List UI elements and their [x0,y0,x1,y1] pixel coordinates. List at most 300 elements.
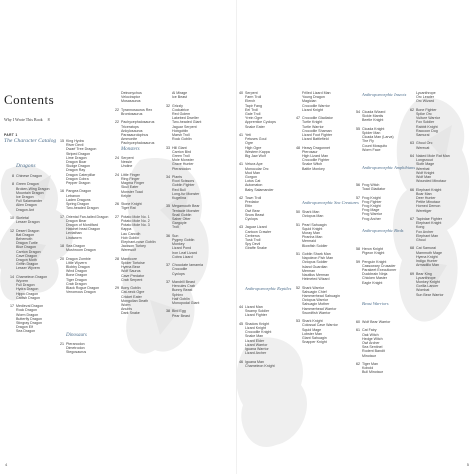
toc-entry-title: Crocodile Fighter [302,158,330,163]
toc-entry[interactable] [350,217,381,221]
toc-entry-title: Bone Fighter [416,107,437,112]
toc-entry-title: Farm Troll [245,95,262,100]
toc-entry-title: Crocodile Knight [245,330,272,335]
toc-entry-title: Lycanthrope [416,275,436,280]
toc-entry-title: Boar Man [416,191,432,196]
toc-entry-title: River Devil [66,143,84,148]
toc-entry-title: Skull Eater [121,185,139,190]
toc-entry-title: Ankylosaurus [121,128,143,133]
toc-entry[interactable] [350,118,383,122]
toc-entry-title: Lizard Elder [245,338,265,343]
toc-entry-title: Sahuagin Mother [302,302,330,307]
toc-entry-title: Swamp Soldier [245,309,270,314]
toc-entry-page: 41 [239,162,243,167]
toc-entry-title: Two-headed Dragon [66,206,99,211]
toc-entry-title: Two-headed Giant [172,120,202,125]
toc-entry-title: Goblin Shark Man [302,252,331,256]
toc-entry[interactable] [4,296,40,300]
toc-entry[interactable] [290,137,329,141]
toc-entry-title: Nessie [121,160,132,165]
toc-entry-title: Elephant Man [416,233,439,238]
toc-entry-title: Piranha Man [302,235,323,240]
toc-entry-title: Mosasaurus [121,99,141,104]
toc-entry[interactable] [4,220,40,224]
toc-entry-page: 61 [356,328,360,333]
toc-entry-page: 54 [356,110,360,114]
toc-entry-title: Kappa [121,227,132,232]
toc-entry-title: Naked Mole Rat Man [416,154,450,158]
section-heading: Anthropomorphic Insects [362,92,407,97]
toc-entry-title: Bat Dragon [16,232,35,237]
toc-entry[interactable] [109,164,132,168]
toc-entry-title: Serpent [121,156,134,160]
toc-entry-title: Sloth Mage [416,162,435,167]
toc-entry-title: Catfish Dragon [16,295,40,300]
toc-entry-title: Root Scissors [172,179,195,184]
toc-entry-title: Heavy Dragonnet [302,145,330,150]
toc-entry-title: Armadillo Man [416,263,439,268]
toc-entry[interactable] [54,350,86,354]
toc-entry-title: Kugelina [172,196,186,200]
toc-entry-title: Crab Dragon [66,281,87,286]
toc-entry-title: Bear King [416,271,432,276]
toc-entry-title: Spider Tortoise [121,261,145,265]
toc-entry-title: Spy Devil [245,242,261,247]
toc-entry-title: Mountain Dragon [16,190,44,195]
toc-entry-title: Sahuagin Chief [302,289,327,294]
toc-entry-title: Wolf Bear Warrior [362,320,391,324]
toc-entry[interactable] [109,206,136,210]
toc-entry[interactable] [54,181,90,185]
intro-entry[interactable] [4,117,50,122]
toc-entry[interactable] [404,263,439,267]
toc-entry-title: Hercules Crab [172,284,195,289]
toc-entry-title: Dragon Boar [66,160,87,164]
toc-entry[interactable] [160,301,199,305]
toc-entry-title: Wounded Minotaur [416,179,447,184]
toc-entry-title: Ghoul Orc [416,141,433,146]
toc-entry-title: Lizard Archer [245,351,267,356]
toc-entry-page: 57 [356,195,360,200]
toc-entry-title: Dragon Ray [66,168,86,173]
contents-title: Contents [4,92,55,107]
toc-entry-page: 58 [356,247,360,251]
toc-entry-title: Wolf Man [416,175,432,179]
toc-entry-title: Deinonychus [121,91,142,95]
toc-entry-title: Shark Warrior [302,285,325,290]
toc-entry-title: Pangea Dragon [66,189,92,194]
toc-entry-title: Napoleon Fish Man [302,256,334,261]
toc-entry-title: Worm Face [362,147,381,152]
toc-entry-title: Apprentice Cyclops [245,120,276,125]
toc-entry-page: 24 [115,172,119,177]
toc-entry-title: Chameleon Knight [245,363,275,368]
toc-entry-title: Bull Minotaur [362,370,383,375]
toc-entry-title: Turtle Warrior [302,124,324,129]
toc-entry-title: Alien Dragon [16,203,37,208]
toc-entry-title: Mongolian Death [121,298,149,303]
toc-entry[interactable] [350,354,376,358]
toc-entry[interactable] [350,281,382,285]
toc-entry-title: Helmeted Wizard [302,277,330,282]
toc-entry-page: 42 [239,196,243,200]
toc-entry-page: 32 [166,103,170,108]
toc-entry[interactable] [404,238,426,242]
toc-entry-title: Iron Leaf Lizard [172,250,197,255]
toc-entry-title: Octopus Man [302,214,324,219]
toc-entry-page: 35 [166,204,170,209]
toc-entry-title: Black Rogue Dragon [66,286,100,290]
toc-entry[interactable] [404,99,434,103]
toc-entry-title: Pachycephalosaurus [121,141,155,146]
toc-entry-title: Triceratops [121,124,139,129]
toc-entry-title: Monster Toad [121,189,143,194]
toc-entry-title: Desert Dragon [16,228,40,233]
toc-entry-title: Monkey Knight [416,280,440,284]
toc-entry[interactable] [233,154,266,158]
toc-entry-title: Hob Goblin [121,235,139,240]
toc-entry-title: Blue Dragon [16,245,36,250]
toc-entry-title: Skeletal [16,216,29,220]
toc-entry-page: 50 [296,210,300,214]
toc-entry-title: Ettin [245,204,253,209]
toc-entry-title: Butterfly Dragon [16,316,42,321]
toc-entry-title: Cicada Wizard [362,110,386,114]
toc-entry[interactable] [109,278,142,282]
toc-entry-title: Sludge Dragon [66,164,90,169]
toc-entry-title: Crab Serpent [121,277,143,282]
toc-entry-page: 22 [115,120,119,125]
toc-entry-title: Owl Bear [245,208,260,213]
toc-entry-title: Sun [172,233,179,238]
toc-entry-page: 33 [166,145,170,150]
toc-entry-page: 12 [10,228,14,233]
toc-entry-title: Indigo Hunter [416,259,438,263]
toc-entry-title: Shark Knight [302,319,323,324]
toc-entry-title: Cat-neck Ogre [121,290,145,295]
toc-entry[interactable] [290,244,328,248]
toc-entry-title: Stone Knight [121,202,142,207]
toc-entry-title: Full Dragon [16,283,35,288]
toc-entry-title: Ammonite [121,137,138,142]
toc-entry[interactable] [109,248,136,252]
toc-entry[interactable] [160,95,187,99]
toc-entry-title: Frog Fighter [362,199,382,204]
toc-entry-title: Snake Man [245,334,264,339]
section-heading: Beast Warriors [362,301,389,306]
toc-entry-title: Magma Finger [121,181,145,186]
toc-entry-title: Brontosaurus [121,112,143,116]
toc-entry-page: 14 [10,274,14,279]
toc-entry-title: High Ogre [245,145,262,150]
toc-entry-title: Red Golem [172,112,191,116]
toc-entry[interactable] [233,364,275,368]
part-label: PART 1 [4,133,18,137]
toc-entry-title: Spring Dragon [66,202,90,206]
toc-entry[interactable] [233,217,258,221]
toc-entry-title: Potato Mole No. 1 [121,214,150,219]
toc-entry-title: Mushroom Dragon [66,248,96,253]
toc-entry-title: Mantícore [121,256,137,261]
toc-entry-title: Chinese Dragon [16,174,42,178]
toc-entry-title: Parakeet Executioner [362,268,397,272]
toc-entry-title: Fox Soldier [416,120,435,125]
toc-entry-page: 62 [410,107,414,112]
toc-entry[interactable] [160,272,185,276]
toc-entry[interactable] [4,174,42,178]
toc-entry-title: Oriental Fan-tailed Dragon [66,214,109,219]
toc-entry-title: Grave Hunter [172,162,194,167]
section-heading: Anthropomorphic Birds [362,228,404,233]
toc-entry-title: Horned Demon [416,204,441,209]
toc-entry-title: Dragon of Mordifard [66,223,98,227]
toc-entry[interactable] [54,290,96,294]
toc-entry[interactable] [54,248,96,252]
toc-entry-title: Young Dragon [302,95,325,100]
toc-entry[interactable] [233,188,274,192]
toc-entry-page: 53 [296,319,300,324]
toc-entry-title: Undine [121,164,133,169]
toc-entry-page: 69 [410,271,414,276]
toc-entry[interactable] [290,340,327,344]
toc-entry-title: Baby Salamander [245,187,274,192]
toc-entry-title: Bone Dragon [66,273,88,278]
toc-entry-title: Vetura Ape [245,162,263,167]
toc-entry-title: Bony Goblin [121,286,141,291]
toc-entry-title: Oak Witch [362,332,379,337]
toc-entry-title: Hippo Dragon [16,291,39,296]
toc-entry-page: 24 [115,156,119,160]
toc-entry-title: Snake Witch [302,162,323,167]
toc-entry-title: Squid Knight [302,226,323,231]
toc-entry[interactable] [160,255,193,259]
toc-entry[interactable] [290,277,330,281]
toc-entry-title: Frog Knight [362,195,381,200]
toc-entry-title: Dragon Cobra [66,176,89,181]
toc-entry-title: Laden Dragons [66,197,91,202]
toc-entry-title: Pygmy Goblin [172,238,195,242]
toc-entry-title: Spider Man [362,131,381,135]
toc-entry-title: Lobster Man [302,331,322,336]
toc-entry[interactable] [109,99,141,103]
toc-entry-title: Owl Archer [362,341,380,345]
toc-entry[interactable] [54,236,82,240]
toc-entry-title: Cat Fairy [362,328,377,333]
toc-entry-page: 62 [356,362,360,366]
toc-entry[interactable] [4,208,34,212]
toc-entry-title: Anubis [121,307,132,312]
toc-entry-title: Plants [172,175,182,179]
toc-entry-title: Werebat [416,166,430,171]
toc-entry[interactable] [109,112,142,116]
toc-entry[interactable] [290,311,330,315]
toc-entry-title: Green Dragon [16,182,39,187]
toc-entry[interactable] [109,141,154,145]
toc-entry-title: Spike Orc [416,112,432,116]
toc-entry-page: 37 [166,280,170,284]
toc-entry-title: Cricket Eater [121,294,142,299]
toc-entry-page: 63 [410,141,414,146]
toc-entry-title: Griffin Dragon [16,262,39,267]
toc-entry-title: Chocolate Iamamia [172,263,203,268]
toc-entry[interactable] [404,133,429,137]
toc-entry[interactable] [290,167,325,171]
toc-entry-title: Eagle Knight [362,280,383,285]
toc-entry[interactable] [350,370,383,374]
toc-entry-title: Goblin Fighter [172,183,195,188]
toc-entry[interactable] [233,246,267,250]
toc-entry-title: Cassowary Crusader [362,263,396,268]
toc-entry-title: Ghoul [416,238,426,242]
toc-entry-title: Monopodal Giant [172,301,200,305]
toc-entry-title: Monocular Orc [245,166,269,171]
toc-entry-title: Mandrill Beast [172,280,195,284]
toc-entry-title: Lizard Man [245,305,263,309]
toc-entry-page: 27 [115,214,119,219]
toc-entry-title: Pachycephalosaurus [121,120,155,125]
toc-entry-title: Cerberus [245,233,260,238]
toc-entry-title: Rabbit Knight [416,124,438,129]
toc-entry-title: Lesser Dragon [16,220,40,225]
toc-entry-title: Half Goblin [172,296,190,301]
toc-entry-title: Raccoon Dog [416,128,438,133]
toc-entry-title: Mermaid [302,239,316,244]
toc-entry-title: Ice Dragon [16,195,34,199]
toc-entry-page: 55 [356,126,360,131]
toc-entry-title: Ogre [245,141,253,146]
toc-entry[interactable] [109,194,131,198]
toc-entry-title: Kelpie [121,193,131,198]
toc-entry-title: Deer Hunter [416,196,436,200]
toc-entry-title: Cyclops [172,271,185,276]
toc-entry-title: Lizard Warrior [245,342,268,347]
toc-entry-page: 37 [166,263,170,268]
toc-entry-title: Dragon Turtle [16,241,38,246]
intro-label: Why I Wrote This Book [4,117,43,122]
toc-entry-title: Samurai [416,133,430,137]
section-heading: Anthropomorphic Reptiles [245,286,292,291]
toc-entry-title: Lotus Cat [245,179,261,184]
toc-entry[interactable] [233,313,267,317]
toc-entry[interactable] [350,320,390,324]
toc-entry-title: Hyena Knight [416,254,438,259]
toc-entry-title: Potato Mole No. 2 [121,219,150,223]
toc-entry-title: Battle Monkey [302,166,325,171]
toc-entry[interactable] [404,146,429,150]
toc-entry-title: Long-fur Monster [172,191,200,196]
toc-entry[interactable] [109,311,140,315]
intro-page: 8 [47,117,50,122]
toc-entry-title: Weretiger [416,208,432,213]
toc-entry[interactable] [160,225,179,229]
toc-entry-title: Fetuses Goul [245,137,267,142]
toc-entry-page: 60 [356,320,360,324]
toc-entry-title: Town Troll [245,196,262,200]
part-heading: The Character Catalog [4,138,57,144]
toc-entry-title: Elephant-nose Goblin [121,240,156,244]
toc-entry-title: Crocodile Shaman [302,128,332,133]
toc-entry-title: Tiger Dragon [66,277,87,282]
toc-entry-title: Frog Archer [362,216,381,221]
toc-entry-title: Crocodile Gladiator [302,116,333,121]
toc-entry-page: 15 [60,139,64,143]
toc-entry[interactable] [160,314,190,318]
toc-entry-title: Yeti [245,133,251,137]
toc-entry[interactable] [160,137,192,141]
toc-entry-page: 45 [239,321,243,326]
toc-entry-title: Rodent Bandit [362,349,385,354]
toc-entry-page: 51 [296,252,300,256]
toc-entry[interactable] [233,125,265,129]
toc-entry-page: 17 [10,304,14,309]
right-page [237,0,474,474]
toc-entry-title: Tiger Rat [121,206,136,211]
toc-entry-title: Troll [172,225,179,230]
toc-entry-page: 36 [166,233,170,238]
toc-entry-page: 10 [10,216,14,220]
toc-entry-title: Carrion Dragon [16,249,41,254]
toc-entry-page: 68 [410,246,414,251]
toc-entry-title: Lizard Pond [172,246,192,251]
toc-entry[interactable] [160,196,186,200]
toc-entry-title: Yrein Ogre [245,116,263,121]
toc-entry-title: Rock Dragon [16,308,37,313]
toc-entry-title: Moray Man [302,231,320,235]
toc-entry-title: Frog Mage [362,208,380,213]
toc-entry[interactable] [350,148,381,152]
toc-entry-page: 66 [410,187,414,192]
toc-entry-title: Red Bull [172,187,186,192]
toc-entry[interactable] [4,329,35,333]
toc-entry[interactable] [290,214,323,218]
toc-entry-page: 41 [239,133,243,137]
toc-entry-title: Beetle Knight [362,118,384,123]
toc-entry-title: Pterosaur [302,149,318,154]
toc-entry-title: Jackson Turkey [121,244,146,249]
toc-entry[interactable] [404,209,432,213]
toc-entry[interactable] [350,187,385,191]
toc-entry[interactable] [404,293,444,297]
toc-entry-title: Tyrannosaurus Rex [121,107,153,112]
toc-entry[interactable] [290,108,323,112]
toc-entry-page: 17 [60,214,64,219]
toc-entry-title: Longsnout [416,158,433,163]
toc-entry-title: Snail Goblin [172,212,192,217]
toc-entry-page: 67 [410,217,414,221]
toc-entry-title: Hobgoblin [172,128,189,133]
toc-entry-title: Dragon Caterpillar [66,172,96,177]
toc-entry-title: Grizzly [172,103,183,108]
toc-entry-title: Turtle Knight [302,120,323,125]
toc-entry[interactable] [233,351,266,355]
toc-entry-title: Dragon Moth [16,258,37,262]
toc-entry-title: Merman [302,268,316,273]
toc-entry-title: Cat Samurai [416,246,436,251]
toc-entry[interactable] [404,179,446,183]
toc-entry-title: Leviathan [66,231,82,236]
toc-entry[interactable] [160,167,191,171]
toc-entry-title: Heron Knight [362,247,383,251]
toc-entry-title: Iguana Man [245,359,264,364]
toc-entry-page: 29 [115,286,119,291]
toc-entry[interactable] [350,251,384,255]
toc-entry-title: Sickle Mantis [362,114,384,119]
toc-entry-title: Kobold [362,366,374,371]
toc-entry-title: Pteranodon [172,166,191,171]
toc-entry-title: Count Mosquito [362,143,388,148]
toc-entry[interactable] [54,206,99,210]
toc-entry[interactable] [4,266,40,270]
